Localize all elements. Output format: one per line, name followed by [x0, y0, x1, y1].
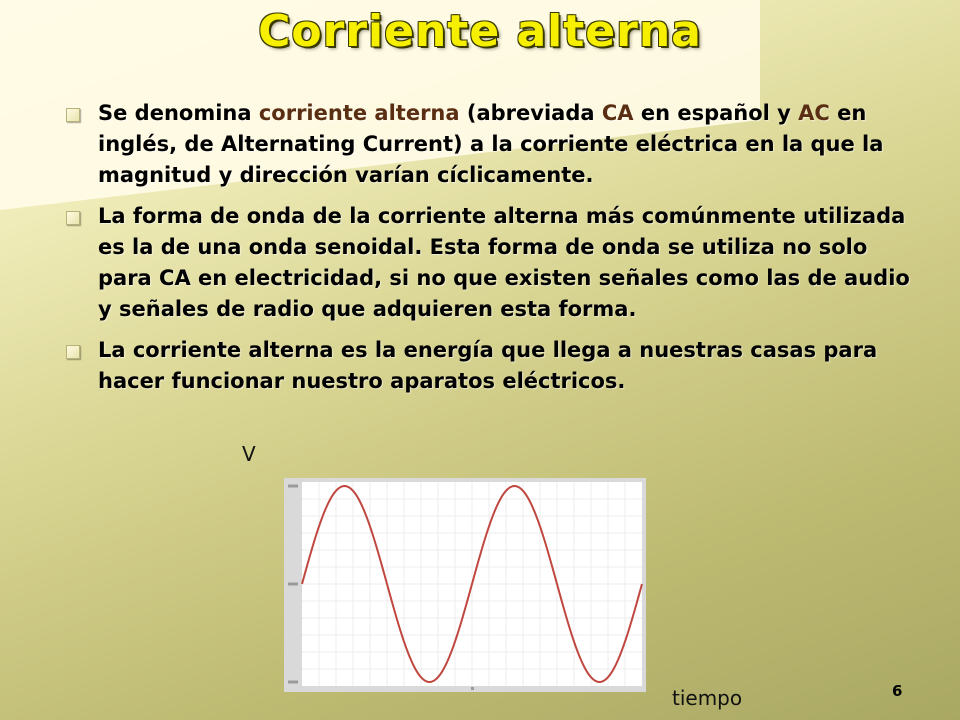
- x-tick-mid: [471, 687, 474, 690]
- y-tick-max: [288, 485, 298, 488]
- page-number: 6: [892, 682, 903, 700]
- sine-wave-chart: [284, 478, 646, 692]
- square-bullet-icon: [66, 108, 80, 122]
- bullet-item: [62, 335, 914, 397]
- slide-title: Corriente alterna: [258, 6, 702, 57]
- chart-svg: [284, 478, 646, 692]
- bullet-text: La corriente alterna es la energía que llega a nuestras casas para hacer funcionar nuestro aparatos eléctricos.: [98, 338, 878, 393]
- chart-y-axis-label: V: [242, 442, 256, 466]
- y-tick-zero: [288, 583, 298, 586]
- bullet-list: [62, 98, 914, 407]
- bullet-item: [62, 201, 914, 325]
- bullet-text: La forma de onda de la corriente alterna más comúnmente utilizada es la de una onda senoidal. Esta forma de onda se utiliza no solo para CA en electricidad, si no que existen señales como las de audio y señales de radio que adquieren esta forma.: [98, 204, 910, 321]
- square-bullet-icon: [66, 345, 80, 359]
- bullet-text: Se denomina corriente alterna (abreviada CA en español y AC en inglés, de Alternating Current) a la corriente eléctrica en la que la magnitud y dirección varían cíclicamente.: [98, 101, 884, 187]
- bullet-item: [62, 98, 914, 191]
- chart-x-axis-label: tiempo: [672, 686, 743, 710]
- y-tick-min: [288, 681, 298, 684]
- square-bullet-icon: [66, 211, 80, 225]
